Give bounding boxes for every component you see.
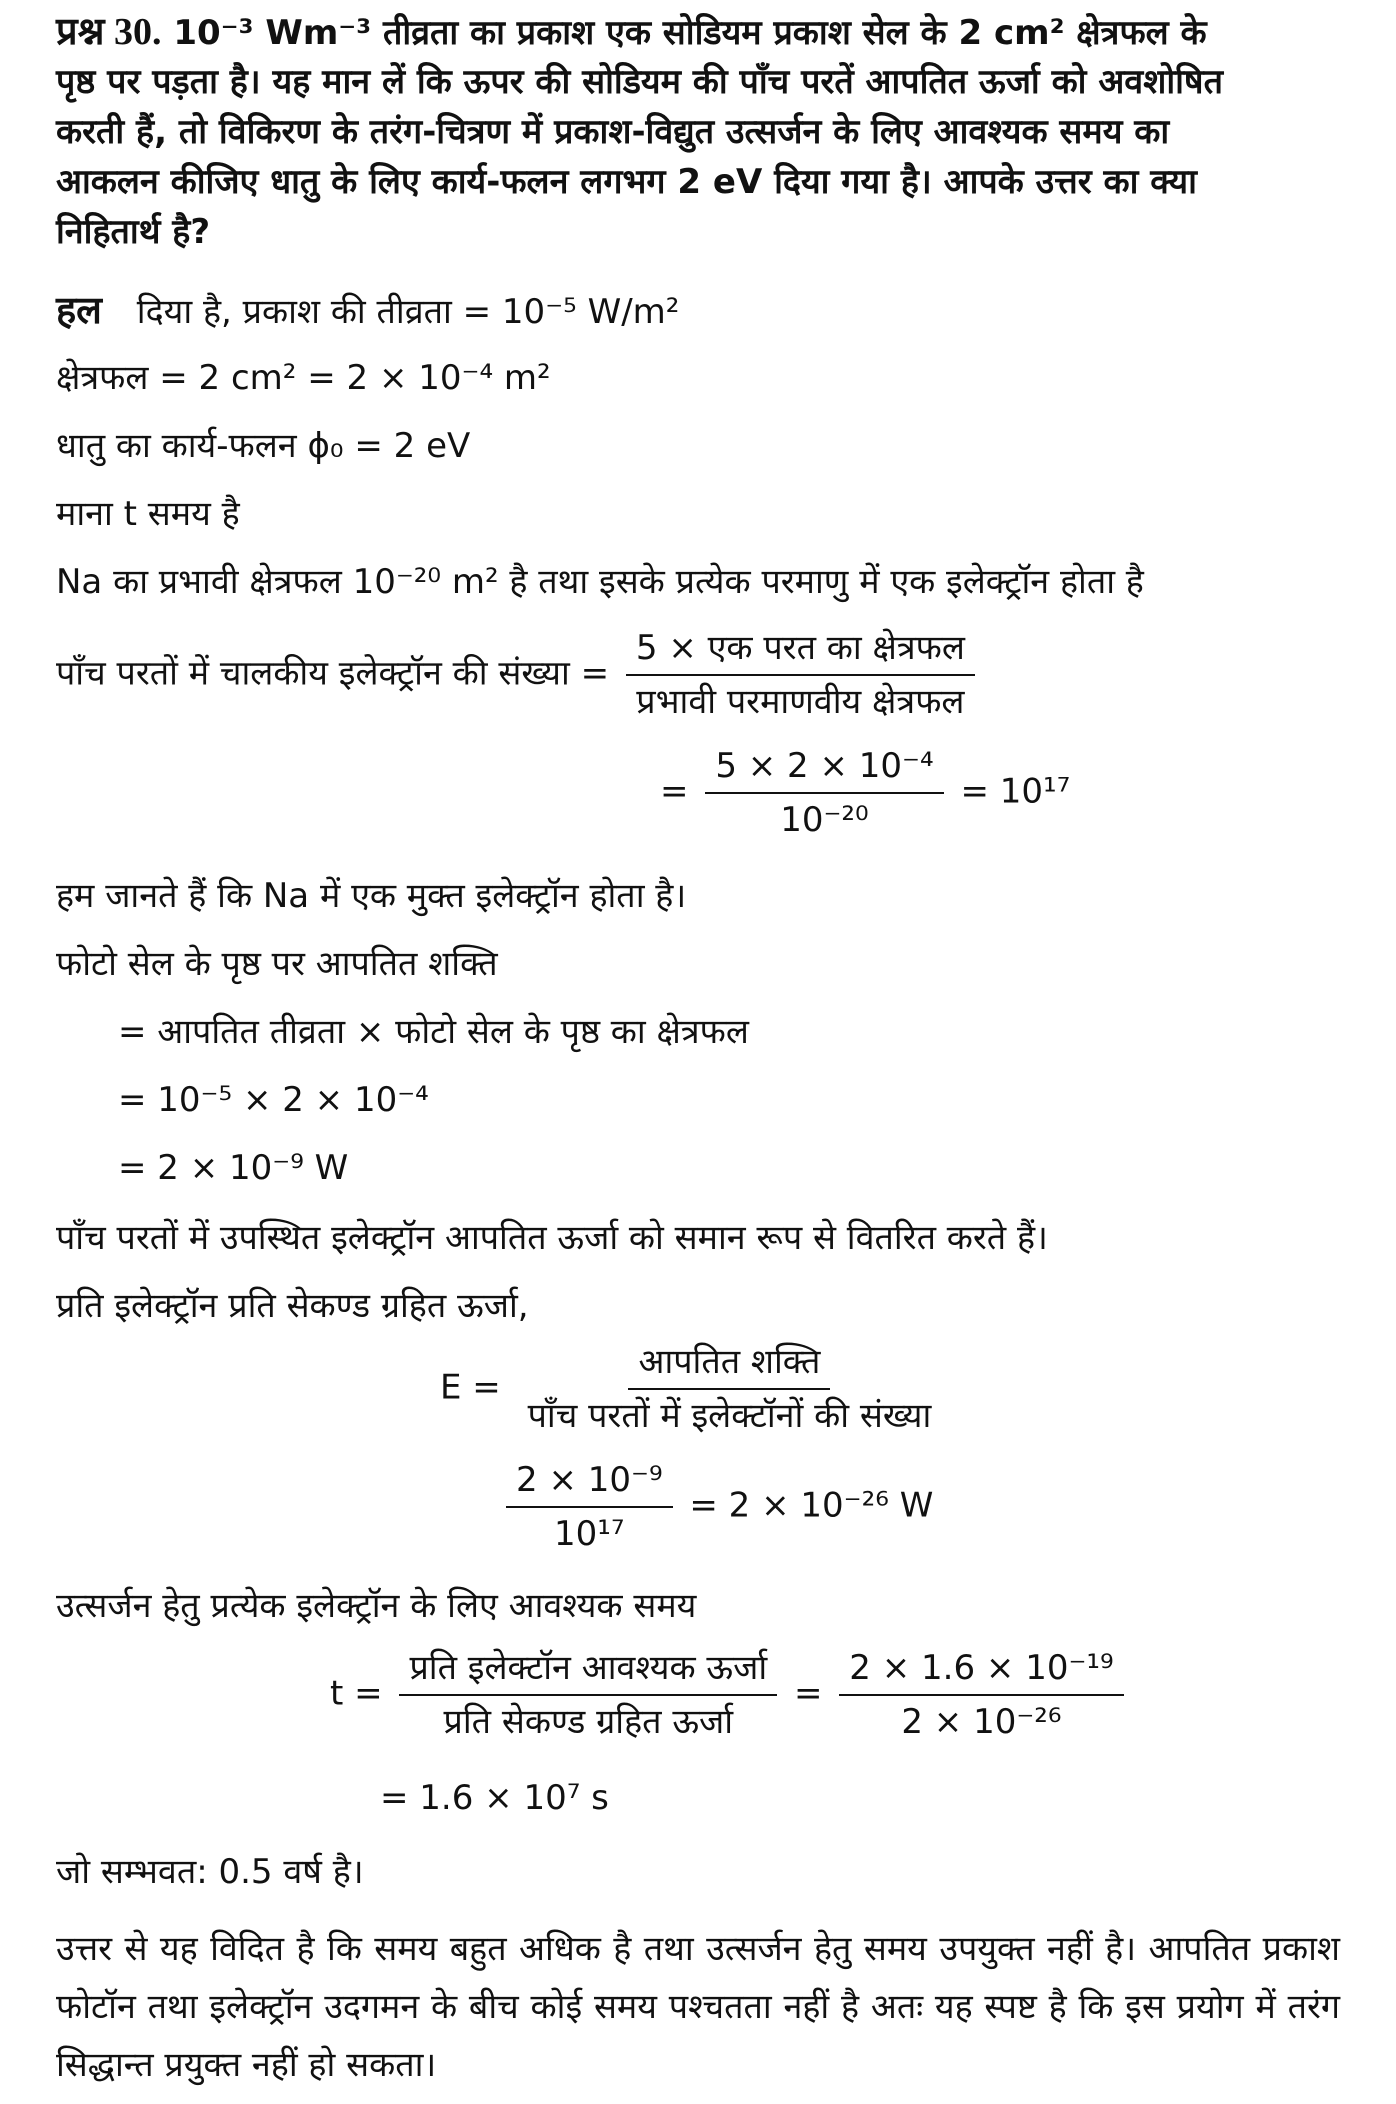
na-area-line: Na का प्रभावी क्षेत्रफल 10⁻²⁰ m² है तथा इसके प्रत्येक परमाणु में एक इलेक्ट्रॉन होता है <box>56 562 1144 602</box>
electron-count-fraction <box>626 628 975 722</box>
electron-count-label: पाँच परतों में चालकीय इलेक्ट्रॉन की संख्या = <box>56 653 610 694</box>
time-fraction <box>399 1648 777 1742</box>
fraction-denominator: 10⁻²⁰ <box>780 800 869 840</box>
question-line-1 <box>56 12 1207 53</box>
fraction-denominator: प्रति सेकण्ड ग्रहित ऊर्जा <box>443 1702 734 1742</box>
fraction-denominator: 10¹⁷ <box>554 1514 625 1554</box>
energy-equation <box>440 1342 947 1436</box>
power-label-line: फोटो सेल के पृष्ठ पर आपतित शक्ति <box>56 944 498 984</box>
work-function-line: धातु का कार्य-फलन ϕ₀ = 2 eV <box>56 426 471 466</box>
power-step-2: = 10⁻⁵ × 2 × 10⁻⁴ <box>118 1080 429 1120</box>
question-label: प्रश्न 30. <box>56 11 162 53</box>
energy-calculation <box>500 1460 933 1554</box>
time-result: = 1.6 × 10⁷ s <box>380 1778 609 1818</box>
electron-count-equation <box>56 628 981 722</box>
fraction-denominator: 2 × 10⁻²⁶ <box>901 1702 1062 1742</box>
time-equation: t = $\frac{\text{प्रति इलेक्टॉन आवश्यक ऊर्जा}}{\text{प्रति सेकण्ड ग्रहित ऊर्जा}}$ = $\frac{\text{2 × 1.6 × 10⁻¹⁹}}{\text{2 × 10⁻²⁶}}$ <box>330 1648 1130 1742</box>
distribute-line: पाँच परतों में उपस्थित इलेक्ट्रॉन आपतित ऊर्जा को समान रूप से वितरित करते हैं। <box>56 1218 1048 1258</box>
conclusion-paragraph: उत्तर से यह विदित है कि समय बहुत अधिक है तथा उत्सर्जन हेतु समय उपयुक्त नहीं है। आपतित प्रकाश फोटॉन तथा इलेक्ट्रॉन उदगमन के बीच कोई समय पश्चतता नहीं है अतः यह स्पष्ट है कि इस प्रयोग में तरंग सिद्धान्त प्रयुक्त नहीं हो सकता। <box>56 1929 1340 2085</box>
fraction-denominator: प्रभावी परमाणवीय क्षेत्रफल <box>636 682 965 722</box>
power-step-1: = आपतित तीव्रता × फोटो सेल के पृष्ठ का क्षेत्रफल <box>118 1012 749 1052</box>
fraction-numerator: प्रति इलेक्टॉन आवश्यक ऊर्जा <box>399 1648 777 1696</box>
free-electron-line: हम जानते हैं कि Na में एक मुक्त इलेक्ट्रॉन होता है। <box>56 876 687 916</box>
given-intensity: दिया है, प्रकाश की तीव्रता = 10⁻⁵ W/m² <box>136 292 680 332</box>
question-line-5: निहितार्थ है? <box>56 212 211 252</box>
question-text-1: 10⁻³ Wm⁻³ तीव्रता का प्रकाश एक सोडियम प्रकाश सेल के 2 cm² क्षेत्रफल के <box>173 13 1207 53</box>
time-label-line: उत्सर्जन हेतु प्रत्येक इलेक्ट्रॉन के लिए आवश्यक समय <box>56 1586 697 1626</box>
count-calc-fraction <box>705 746 943 840</box>
fraction-denominator: पाँच परतों में इलेक्टॉनों की संख्या <box>527 1396 932 1436</box>
energy-result: = 2 × 10⁻²⁶ W <box>689 1485 934 1526</box>
energy-lhs: E = <box>440 1367 501 1408</box>
fraction-numerator: आपतित शक्ति <box>628 1342 830 1390</box>
area-line: क्षेत्रफल = 2 cm² = 2 × 10⁻⁴ m² <box>56 358 551 398</box>
fraction-numerator: 2 × 1.6 × 10⁻¹⁹ <box>839 1648 1123 1696</box>
fraction-numerator: 5 × एक परत का क्षेत्रफल <box>626 628 975 676</box>
solution-label: हल <box>56 288 102 332</box>
question-line-4: आकलन कीजिए धातु के लिए कार्य-फलन लगभग 2 eV दिया गया है। आपके उत्तर का क्या <box>56 162 1197 202</box>
question-line-2: पृष्ठ पर पड़ता है। यह मान लें कि ऊपर की सोडियम की पाँच परतें आपतित ऊर्जा को अवशोषित <box>56 62 1223 102</box>
question-line-3: करती हैं, तो विकिरण के तरंग-चित्रण में प्रकाश-विद्युत उत्सर्जन के लिए आवश्यक समय का <box>56 112 1170 152</box>
time-lhs: t = <box>330 1673 383 1714</box>
energy-calc-fraction <box>506 1460 673 1554</box>
electron-count-calculation: = $\frac{\text{5 × 2 × 10⁻⁴}}{\text{10⁻²⁰}}$ = 10¹⁷ <box>660 746 1071 840</box>
fraction-numerator: 2 × 10⁻⁹ <box>506 1460 673 1508</box>
let-t-line: माना t समय है <box>56 494 240 534</box>
solution-given-line <box>56 290 679 332</box>
fraction-numerator: 5 × 2 × 10⁻⁴ <box>705 746 943 794</box>
time-calc-fraction <box>839 1648 1123 1742</box>
energy-label-line: प्रति इलेक्ट्रॉन प्रति सेकण्ड ग्रहित ऊर्जा, <box>56 1286 529 1326</box>
power-step-3: = 2 × 10⁻⁹ W <box>118 1148 349 1188</box>
half-year-line: जो सम्भवत: 0.5 वर्ष है। <box>56 1852 364 1892</box>
count-result: = 10¹⁷ <box>960 771 1071 812</box>
energy-fraction <box>518 1342 942 1436</box>
